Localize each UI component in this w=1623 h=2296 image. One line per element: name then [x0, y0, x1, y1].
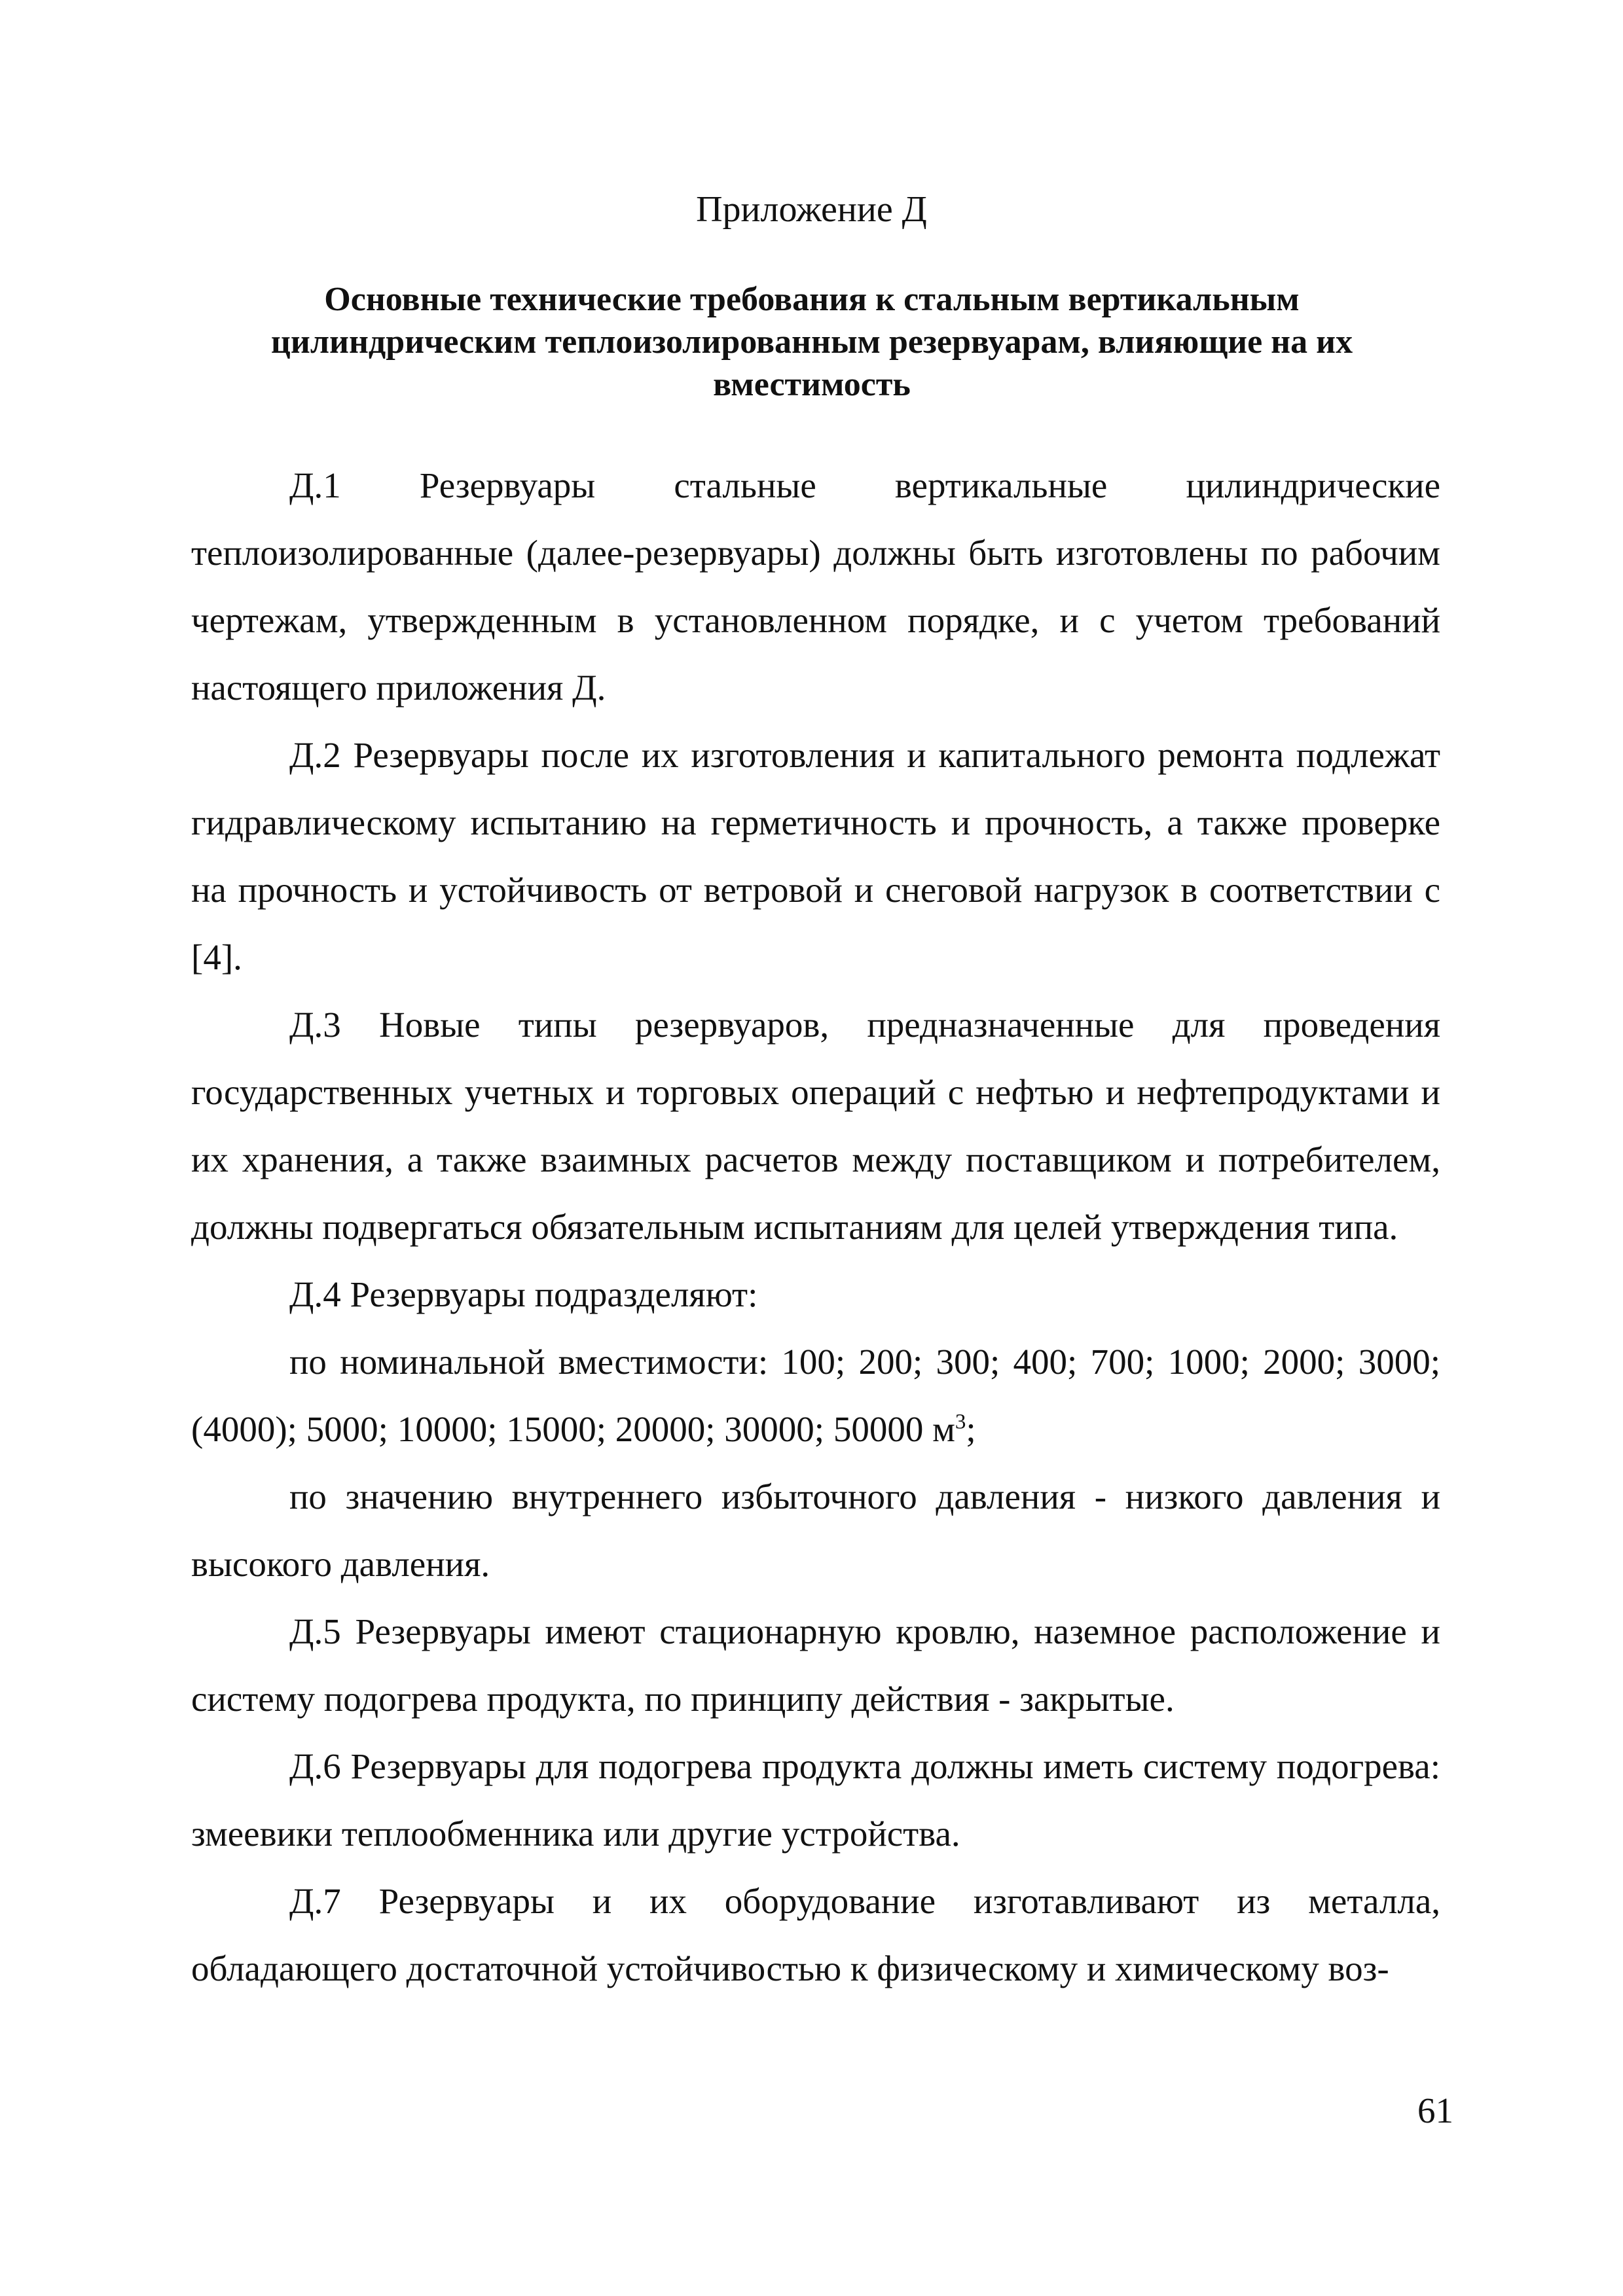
paragraph-d4: Д.4 Резервуары подразделяют: [289, 1274, 758, 1314]
document-title: Основные технические требования к стальным вертикальным цилиндрическим теплоизолированным резервуарам, влияющие на их вместимость [270, 281, 1353, 403]
volume-superscript: 3 [955, 1410, 966, 1434]
paragraph-d5: Д.5 Резервуары имеют стационарную кровлю, наземное расположение и систему подогрева продукта, по принципу действия - закрытые. [191, 1611, 1440, 1719]
paragraph-d1: Д.1 Резервуары стальные вертикальные цилиндрические теплоизолированные (далее-резервуары) должны быть изготовлены по рабочим чертежам, утвержденным в установленном порядке, и с учетом требований настоящего приложения Д. [191, 465, 1440, 708]
paragraph-d6: Д.6 Резервуары для подогрева продукта должны иметь систему подогрева: змеевики теплообменника или другие устройства. [191, 1746, 1440, 1854]
appendix-label: Приложение Д [696, 189, 927, 230]
body-text [191, 452, 1440, 2002]
paragraph-d2: Д.2 Резервуары после их изготовления и капитального ремонта подлежат гидравлическому испытанию на герметичность и прочность, а также проверке на прочность и устойчивость от ветровой и снеговой нагрузок в соответствии с [4]. [191, 735, 1440, 977]
nominal-volume-text: по номинальной вместимости: 100; 200; 300; 400; 700; 1000; 2000; 3000;(4000); 5000; 10000; 15000; 20000; 30000; 50000 м [191, 1342, 1440, 1449]
nominal-volume-tail: ; [966, 1409, 976, 1449]
paragraph-nominal-volume [191, 1328, 1440, 1463]
paragraph-d7: Д.7 Резервуары и их оборудование изготавливают из металла, обладающего достаточной устойчивостью к физическому и химическому воз- [191, 1881, 1440, 1988]
paragraph-pressure: по значению внутреннего избыточного давления - низкого давления и высокого давления. [191, 1477, 1440, 1584]
paragraph-d3: Д.3 Новые типы резервуаров, предназначенные для проведения государственных учетных и торговых операций с нефтью и нефтепродуктами и их хранения, а также взаимных расчетов между поставщиком и потребителем, должны подвергаться обязательным испытаниям для целей утверждения типа. [191, 1005, 1440, 1247]
page-number: 61 [1417, 2090, 1453, 2130]
